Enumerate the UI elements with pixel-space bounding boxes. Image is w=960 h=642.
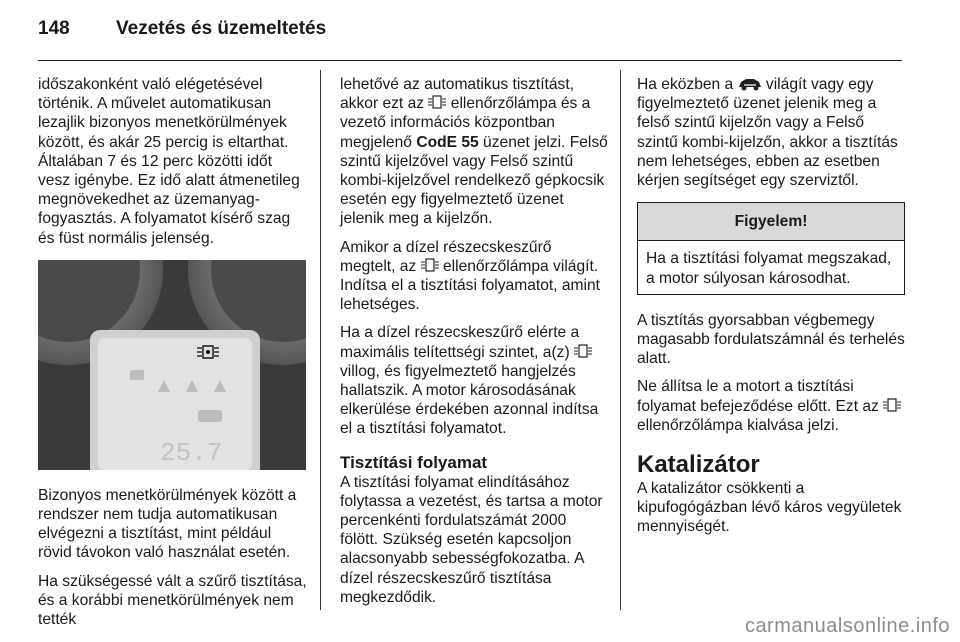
display-value: 25.7 bbox=[160, 437, 223, 468]
column-1 bbox=[38, 75, 308, 638]
paragraph: Ne állítsa le a motort a tisztítási folyamat befejeződése előtt. Ezt az ellenőrzőlámpa kialvása jelzi. bbox=[637, 377, 905, 435]
section-heading: Katalizátor bbox=[637, 451, 760, 479]
instrument-cluster-illustration bbox=[38, 260, 306, 470]
column-3 bbox=[637, 75, 905, 546]
section-subheading: Tisztítási folyamat bbox=[340, 452, 488, 472]
paragraph: Amikor a dízel részecskeszűrő megtelt, az ellenőrzőlámpa világít. Indítsa el a tisztítási folyamatot, amint lehetséges. bbox=[340, 238, 601, 314]
service-vehicle-icon bbox=[738, 78, 762, 91]
paragraph: időszakonként való elégetésével történik. A művelet automatikusan lezajlik bizonyos menetkörülmények között, és akár 25 percig is eltarthat. Általában 7 és 12 perc közötti időt vesz igénybe. Ez idő alatt átmenetileg megnövekedhet az üzemanyag-fogyasztás. A folyamatot kísérő szag és füst normális jelenség. bbox=[38, 76, 300, 247]
warning-title: Figyelem! bbox=[638, 203, 904, 241]
page-number: 148 bbox=[38, 18, 70, 39]
paragraph: Ha szükségessé vált a szűrő tisztítása, és a korábbi menetkörülmények nem tették bbox=[38, 572, 307, 629]
page-header bbox=[38, 18, 326, 48]
watermark: carmanualsonline.info bbox=[744, 615, 950, 637]
dashboard-photo bbox=[38, 260, 306, 470]
warning-box bbox=[637, 202, 905, 295]
paragraph: Bizonyos menetkörülmények között a rendszer nem tudja automatikusan elvégezni a tisztítást, mint például rövid távokon való használat esetén. bbox=[38, 486, 297, 562]
warning-body: Ha a tisztítási folyamat megszakad, a motor súlyosan károsodhat. bbox=[646, 250, 892, 287]
paragraph: lehetővé az automatikus tisztítást, akkor ezt az ellenőrzőlámpa és a vezető információs központban megjelenő CodE 55 üzenet jelzi. Felső szintű kijelzővel vagy Felső szintű kombi-kijelzővel rendelkező gépkocsik esetén egy figyelmeztető üzenet jelenik meg a kijelzőn. bbox=[340, 76, 608, 228]
paragraph: A tisztítási folyamat elindításához folytassa a vezetést, és tartsa a motor percenkénti fordulatszámát 2000 fölött. Szükség esetén kapcsoljon alacsonyabb sebességfokozatba. A dízel részecskeszűrő tisztítása megkezdődik. bbox=[340, 473, 603, 606]
paragraph: A tisztítás gyorsabban végbemegy magasabb fordulatszámnál és terhelés alatt. bbox=[637, 311, 905, 368]
dpf-lamp-icon bbox=[428, 95, 446, 110]
page-title: Vezetés és üzemeltetés bbox=[116, 18, 327, 39]
dpf-lamp-icon bbox=[421, 258, 439, 273]
dpf-lamp-icon bbox=[574, 344, 592, 359]
column-2 bbox=[340, 75, 608, 616]
column-divider-1 bbox=[320, 70, 321, 610]
code-display: CodE 55 bbox=[416, 133, 479, 151]
paragraph: Ha a dízel részecskeszűrő elérte a maximális telítettségi szintet, a(z) villog, és figyelmeztető hangjelzés hallatszik. A motor károsodásának elkerülése érdekében azonnal indítsa el a tisztítási folyamatot. bbox=[340, 324, 599, 438]
column-divider-2 bbox=[620, 70, 621, 610]
paragraph: A katalizátor csökkenti a kipufogógázban lévő káros vegyületek mennyiségét. bbox=[637, 480, 902, 536]
dpf-lamp-icon bbox=[883, 398, 901, 413]
header-divider bbox=[38, 60, 902, 61]
paragraph: Ha eközben a világít vagy egy figyelmeztető üzenet jelenik meg a felső szintű kijelzőn vagy a Felső szintű kombi-kijelzőn, akkor a tisztítás nem lehetséges, ebben az esetben kérjen segítséget egy szerviztől. bbox=[637, 76, 898, 190]
